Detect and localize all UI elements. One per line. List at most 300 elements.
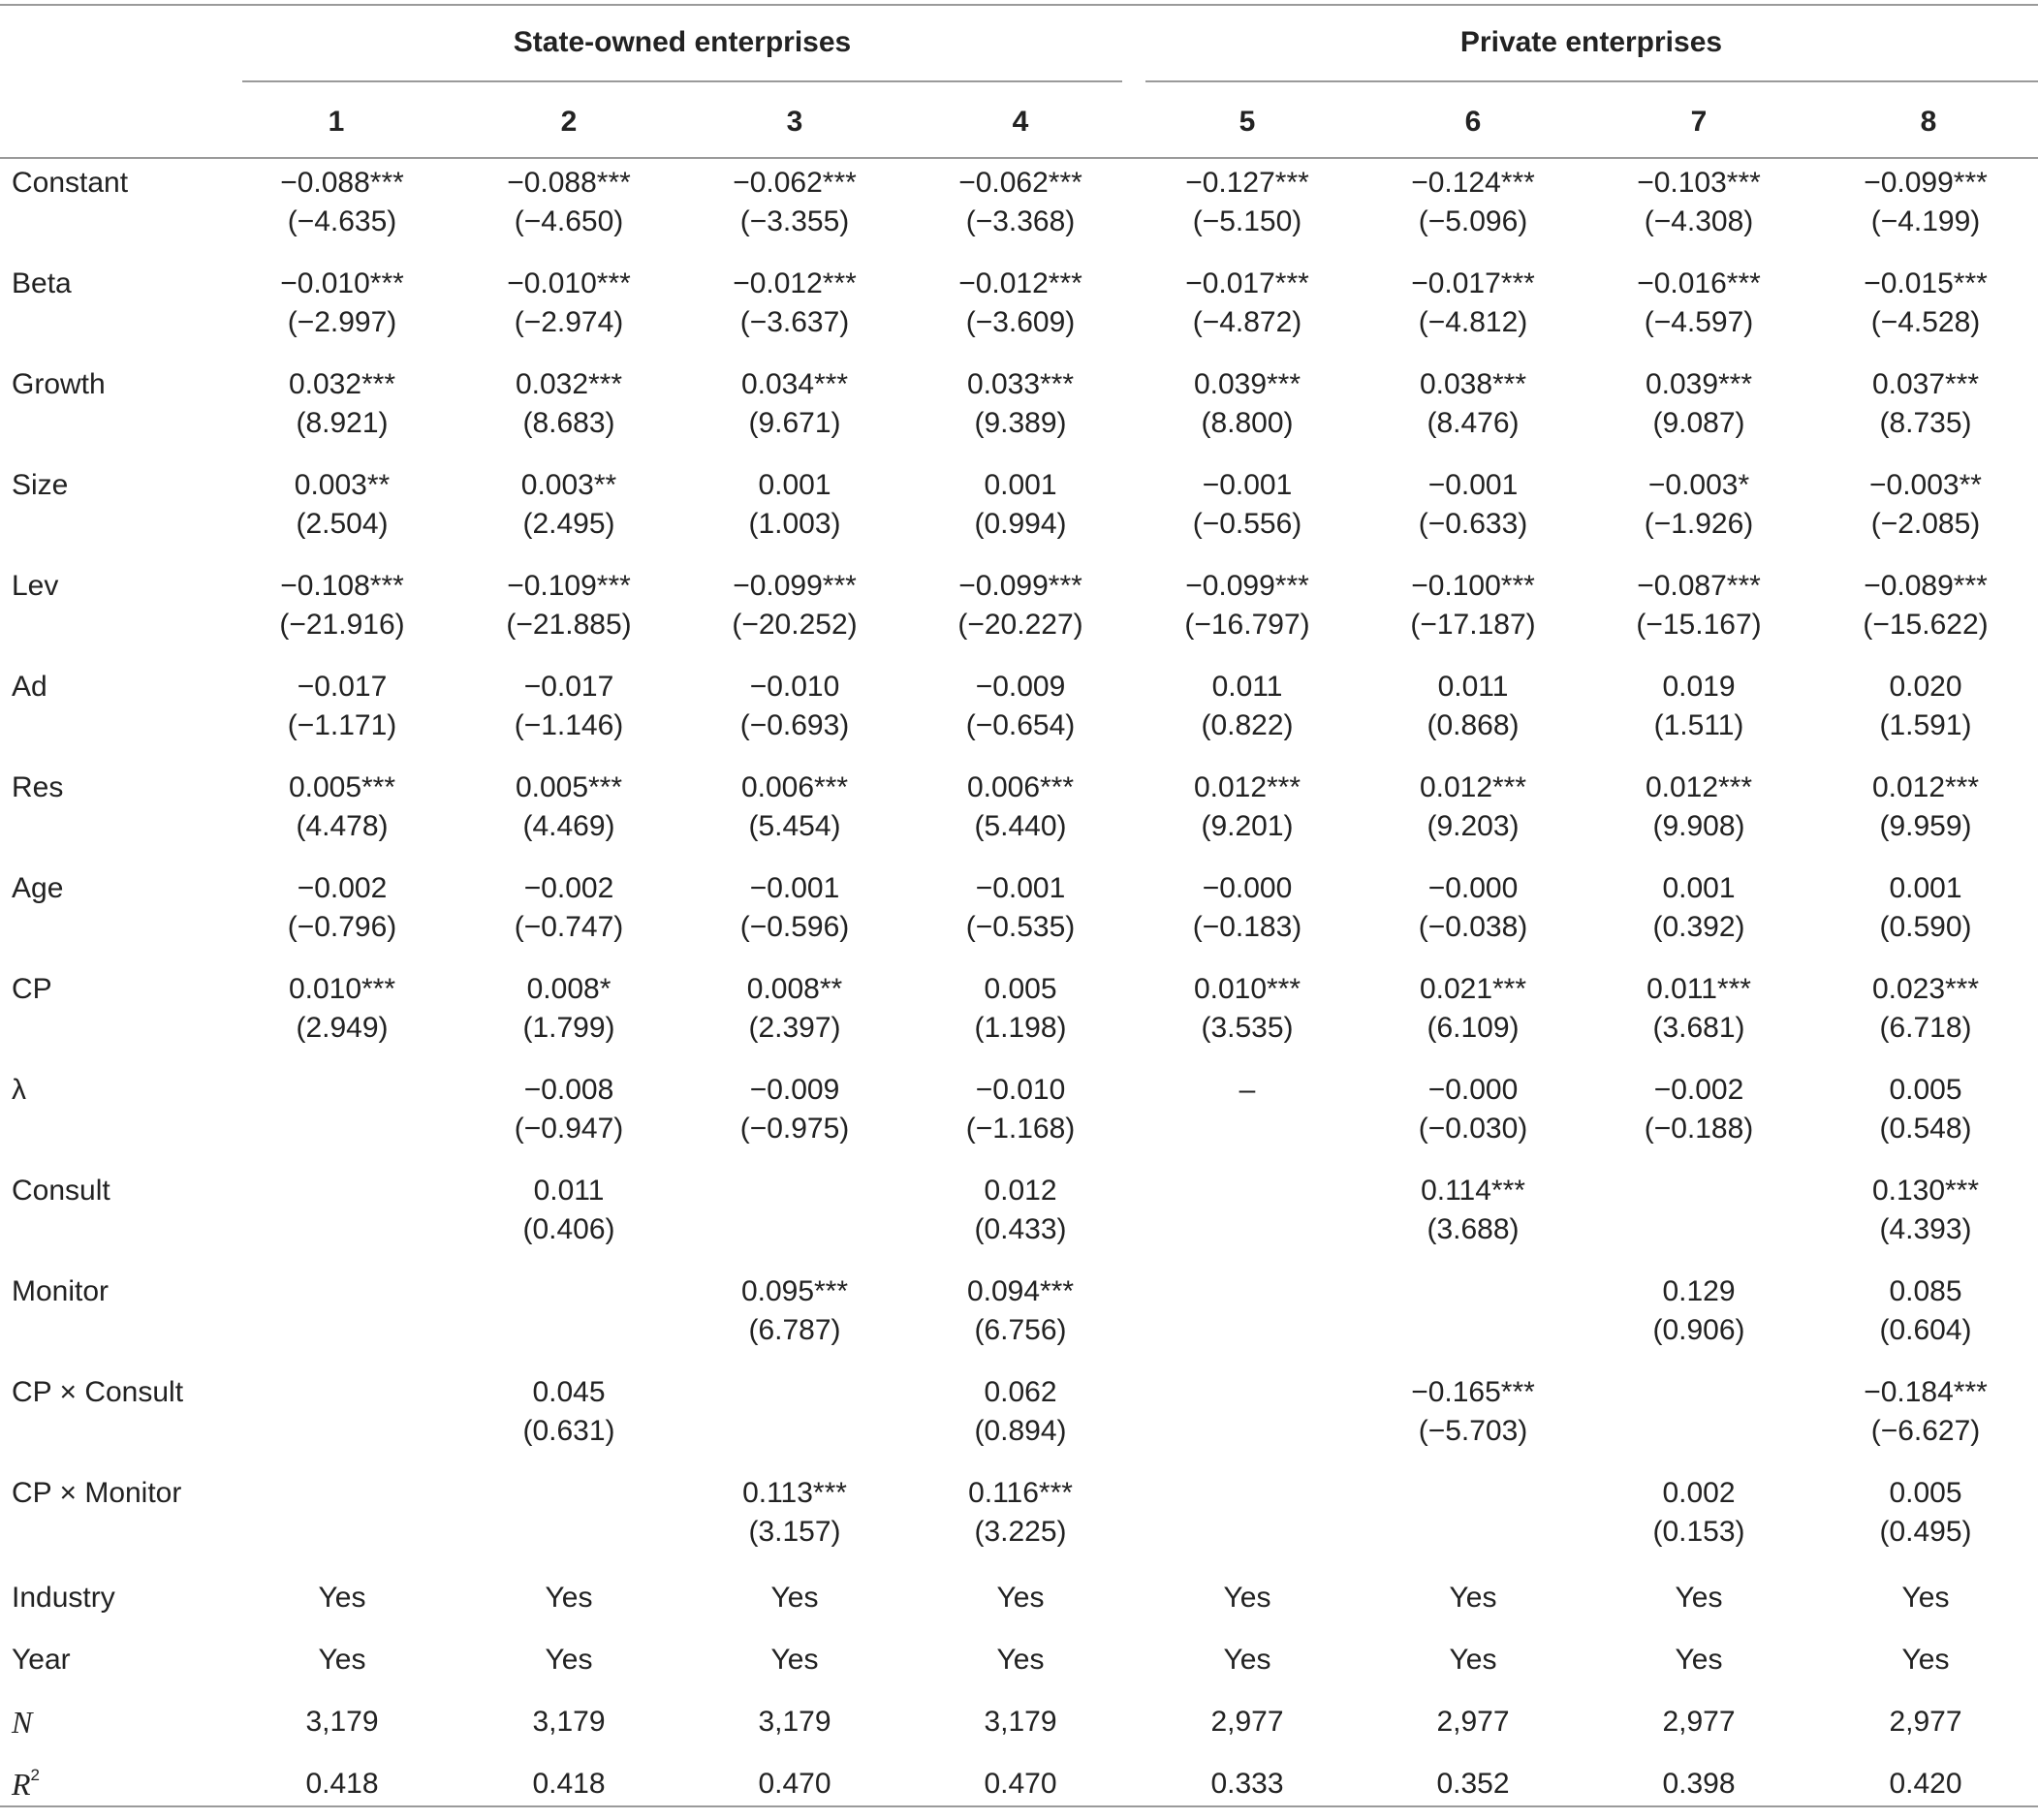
table-cell: [235, 1172, 449, 1210]
row-label: λ: [12, 1074, 26, 1106]
t-statistic: (−2.085): [1870, 508, 1981, 540]
t-statistic: (−4.635): [287, 205, 397, 237]
coefficient-value: −0.127***: [1185, 167, 1309, 199]
coefficient-value: Yes: [1449, 1644, 1497, 1676]
table-cell: [1366, 1641, 1580, 1679]
t-statistic: (−5.703): [1418, 1415, 1528, 1447]
t-statistic: (9.087): [1652, 407, 1745, 439]
table-cell: [914, 1071, 1127, 1148]
table-cell: [1819, 1641, 2032, 1679]
coefficient-value: −0.002: [523, 872, 614, 904]
coefficient-value: [1141, 1373, 1354, 1412]
table-cell: [1141, 365, 1354, 443]
table-cell: [1141, 1579, 1354, 1617]
coefficient-value: −0.087***: [1637, 570, 1761, 602]
coefficient-value: 0.012***: [1193, 771, 1301, 803]
table-cell: [914, 164, 1127, 241]
coefficient-value: −0.017***: [1185, 267, 1309, 299]
coefficient-value: 0.038***: [1419, 368, 1527, 400]
t-statistic: (−4.528): [1870, 306, 1981, 338]
coefficient-value: 0.001: [1662, 872, 1736, 904]
coefficient-value: 0.130***: [1871, 1175, 1980, 1207]
t-statistic: (−5.096): [1418, 205, 1528, 237]
table-cell: [688, 1272, 901, 1350]
t-statistic: (1.591): [1879, 709, 1972, 741]
table-cell: [1366, 265, 1580, 342]
coefficient-value: 0.032***: [288, 368, 396, 400]
coefficient-value: Yes: [1449, 1582, 1497, 1614]
coefficient-value: 0.037***: [1871, 368, 1980, 400]
coefficient-value: 0.114***: [1421, 1175, 1525, 1207]
table-cell: [1141, 567, 1354, 644]
coefficient-value: 0.470: [984, 1768, 1057, 1800]
t-statistic: (5.440): [974, 810, 1067, 842]
row-label: Constant: [12, 167, 129, 199]
coefficient-value: [1141, 1172, 1354, 1210]
t-statistic: (0.548): [1879, 1113, 1972, 1145]
table-cell: [462, 1765, 675, 1804]
coefficient-value: Yes: [1901, 1582, 1950, 1614]
table-cell: [914, 1579, 1127, 1617]
coefficient-value: 0.003**: [294, 469, 391, 501]
coefficient-value: 0.420: [1889, 1768, 1962, 1800]
table-cell: [462, 1272, 675, 1311]
column-number-5: 5: [1238, 106, 1256, 138]
coefficient-value: −0.099***: [958, 570, 1082, 602]
coefficient-value: 0.021***: [1419, 973, 1527, 1005]
t-statistic: (8.921): [296, 407, 389, 439]
row-label: CP × Monitor: [12, 1477, 182, 1509]
table-cell: [1592, 1579, 1805, 1617]
table-cell: [235, 567, 449, 644]
coefficient-value: −0.099***: [1864, 167, 1988, 199]
table-cell: [1592, 1703, 1805, 1742]
coefficient-value: −0.000: [1427, 872, 1519, 904]
t-statistic: (−4.308): [1644, 205, 1754, 237]
table-cell: [1592, 164, 1805, 241]
table-cell: [688, 1579, 901, 1617]
t-statistic: (−17.187): [1410, 609, 1536, 641]
coefficient-value: 0.116***: [968, 1477, 1073, 1509]
coefficient-value: Yes: [770, 1644, 819, 1676]
coefficient-value: −0.010: [749, 671, 840, 703]
table-cell: [1819, 769, 2032, 846]
table-cell: [1366, 769, 1580, 846]
t-statistic: (2.949): [296, 1012, 389, 1044]
coefficient-value: −0.009: [975, 671, 1066, 703]
table-cell: [914, 970, 1127, 1048]
t-statistic: (−21.885): [506, 609, 632, 641]
t-statistic: (−0.596): [739, 911, 850, 943]
coefficient-value: 0.019: [1662, 671, 1736, 703]
table-cell: [914, 1703, 1127, 1742]
t-statistic: (0.894): [974, 1415, 1067, 1447]
coefficient-value: 0.032***: [515, 368, 623, 400]
table-cell: [1141, 1765, 1354, 1804]
table-cell: [1366, 567, 1580, 644]
group-header-state-owned: State-owned enterprises: [513, 26, 852, 58]
table-cell: [1819, 567, 2032, 644]
table-cell: [462, 869, 675, 947]
table-cell: [235, 1641, 449, 1679]
table-cell: [1366, 1373, 1580, 1451]
coefficient-value: −0.062***: [958, 167, 1082, 199]
t-statistic: (−0.556): [1192, 508, 1302, 540]
table-cell: [462, 769, 675, 846]
table-cell: [462, 1172, 675, 1249]
table-cell: [688, 164, 901, 241]
table-cell: [1819, 466, 2032, 544]
group-underline-state-owned: [242, 80, 1122, 82]
t-statistic: (5.454): [748, 810, 841, 842]
table-cell: [1141, 265, 1354, 342]
coefficient-value: −0.089***: [1864, 570, 1988, 602]
t-statistic: (0.406): [522, 1213, 615, 1245]
coefficient-value: 2,977: [1662, 1706, 1736, 1738]
coefficient-value: [1141, 1474, 1354, 1513]
table-cell: [1819, 668, 2032, 745]
t-statistic: (−0.535): [965, 911, 1076, 943]
coefficient-value: [1141, 1272, 1354, 1311]
table-cell: [462, 567, 675, 644]
group-header-private: Private enterprises: [1459, 26, 1723, 58]
table-cell: [235, 869, 449, 947]
t-statistic: (0.906): [1652, 1314, 1745, 1346]
coefficient-value: −0.009: [749, 1074, 840, 1106]
t-statistic: (−3.609): [965, 306, 1076, 338]
coefficient-value: 0.011: [533, 1175, 605, 1207]
table-cell: [688, 365, 901, 443]
table-cell: [235, 1071, 449, 1110]
column-number-2: 2: [560, 106, 578, 138]
coefficient-value: 0.352: [1436, 1768, 1510, 1800]
t-statistic: (3.681): [1652, 1012, 1745, 1044]
t-statistic: (−16.797): [1184, 609, 1310, 641]
coefficient-value: 0.129: [1662, 1275, 1736, 1307]
coefficient-value: 0.095***: [740, 1275, 849, 1307]
t-statistic: (0.590): [1879, 911, 1972, 943]
coefficient-value: Yes: [770, 1582, 819, 1614]
table-cell: [1592, 869, 1805, 947]
t-statistic: (9.959): [1879, 810, 1972, 842]
column-number-6: 6: [1464, 106, 1482, 138]
table-cell: [235, 970, 449, 1048]
t-statistic: (1.511): [1653, 709, 1744, 741]
table-cell: [1366, 1071, 1580, 1148]
coefficient-value: −0.012***: [733, 267, 857, 299]
t-statistic: (6.109): [1427, 1012, 1520, 1044]
coefficient-value: 0.045: [532, 1376, 606, 1408]
table-cell: [235, 164, 449, 241]
table-cell: [914, 1641, 1127, 1679]
table-cell: [688, 769, 901, 846]
coefficient-value: −0.010: [975, 1074, 1066, 1106]
table-cell: [1819, 1579, 2032, 1617]
t-statistic: (0.631): [522, 1415, 615, 1447]
t-statistic: (−3.355): [739, 205, 850, 237]
t-statistic: (−0.693): [739, 709, 850, 741]
table-cell: [914, 466, 1127, 544]
table-cell: [688, 1703, 901, 1742]
coefficient-value: 0.020: [1889, 671, 1962, 703]
table-cell: [235, 1474, 449, 1513]
coefficient-value: [1366, 1272, 1580, 1311]
coefficient-value: 0.062: [984, 1376, 1057, 1408]
t-statistic: (2.495): [522, 508, 615, 540]
column-number-3: 3: [786, 106, 803, 138]
table-cell: [1592, 1373, 1805, 1412]
coefficient-value: Yes: [1901, 1644, 1950, 1676]
t-statistic: (−4.872): [1192, 306, 1302, 338]
t-statistic: (−15.622): [1863, 609, 1989, 641]
table-cell: [1366, 668, 1580, 745]
table-cell: [1592, 1071, 1805, 1148]
coefficient-value: −0.062***: [733, 167, 857, 199]
table-cell: [235, 265, 449, 342]
table-cell: [1592, 668, 1805, 745]
coefficient-value: 0.005: [984, 973, 1057, 1005]
coefficient-value: 2,977: [1210, 1706, 1284, 1738]
table-cell: [688, 1641, 901, 1679]
coefficient-value: −0.010***: [507, 267, 631, 299]
table-cell: [1592, 1474, 1805, 1552]
t-statistic: (3.688): [1427, 1213, 1520, 1245]
t-statistic: (4.478): [296, 810, 389, 842]
coefficient-value: 0.001: [984, 469, 1057, 501]
coefficient-value: 0.023***: [1871, 973, 1980, 1005]
table-cell: [1141, 164, 1354, 241]
t-statistic: (−1.146): [514, 709, 624, 741]
table-cell: [1819, 1172, 2032, 1249]
coefficient-value: [462, 1272, 675, 1311]
coefficient-value: 0.008**: [746, 973, 843, 1005]
row-label: Lev: [12, 570, 59, 602]
table-cell: [1366, 970, 1580, 1048]
table-cell: [1592, 466, 1805, 544]
table-cell: [914, 668, 1127, 745]
row-label: Age: [12, 872, 64, 904]
table-cell: [688, 869, 901, 947]
table-cell: [914, 1474, 1127, 1552]
row-label: Ad: [12, 671, 47, 703]
table-cell: [1141, 668, 1354, 745]
coefficient-value: 0.012***: [1645, 771, 1753, 803]
row-label: CP: [12, 973, 52, 1005]
column-number-7: 7: [1690, 106, 1708, 138]
table-bottom-rule: [0, 1805, 2038, 1807]
t-statistic: (2.397): [748, 1012, 841, 1044]
t-statistic: (−4.597): [1644, 306, 1754, 338]
coefficient-value: −0.017: [523, 671, 614, 703]
table-cell: [688, 567, 901, 644]
coefficient-value: 3,179: [305, 1706, 379, 1738]
t-statistic: (0.495): [1879, 1516, 1972, 1548]
coefficient-value: 0.005***: [288, 771, 396, 803]
coefficient-value: −0.010***: [280, 267, 404, 299]
table-cell: [1141, 1272, 1354, 1311]
table-cell: [1592, 1641, 1805, 1679]
t-statistic: (0.994): [974, 508, 1067, 540]
table-cell: [1592, 1765, 1805, 1804]
table-cell: [462, 1474, 675, 1513]
table-cell: [688, 1373, 901, 1412]
t-statistic: (6.787): [748, 1314, 841, 1346]
coefficient-value: Yes: [1223, 1644, 1271, 1676]
t-statistic: (−4.812): [1418, 306, 1528, 338]
coefficient-value: −0.017: [297, 671, 388, 703]
table-cell: [1366, 1703, 1580, 1742]
table-cell: [462, 164, 675, 241]
coefficient-value: 0.001: [1889, 872, 1962, 904]
coefficient-value: 2,977: [1889, 1706, 1962, 1738]
coefficient-value: 3,179: [984, 1706, 1057, 1738]
coefficient-value: 0.010***: [1193, 973, 1301, 1005]
table-cell: [1819, 1474, 2032, 1552]
coefficient-value: [688, 1172, 901, 1210]
coefficient-value: 0.039***: [1645, 368, 1753, 400]
table-cell: [1592, 769, 1805, 846]
header-bottom-rule: [0, 157, 2038, 159]
t-statistic: (9.389): [974, 407, 1067, 439]
row-label: Monitor: [12, 1275, 110, 1307]
t-statistic: (3.535): [1201, 1012, 1294, 1044]
table-cell: [235, 1579, 449, 1617]
table-cell: [462, 466, 675, 544]
table-cell: [462, 1071, 675, 1148]
coefficient-value: −0.002: [1653, 1074, 1744, 1106]
table-cell: [688, 1172, 901, 1210]
t-statistic: (−3.637): [739, 306, 850, 338]
coefficient-value: 0.039***: [1193, 368, 1301, 400]
coefficient-value: 0.011: [1437, 671, 1509, 703]
table-cell: [462, 1703, 675, 1742]
t-statistic: (−21.916): [279, 609, 405, 641]
table-cell: [1819, 970, 2032, 1048]
table-cell: [688, 1474, 901, 1552]
t-statistic: (−1.926): [1644, 508, 1754, 540]
table-cell: [688, 1071, 901, 1148]
t-statistic: (−0.038): [1418, 911, 1528, 943]
table-cell: [1366, 1272, 1580, 1311]
coefficient-value: Yes: [545, 1644, 593, 1676]
coefficient-value: 0.012: [984, 1175, 1057, 1207]
table-cell: [1366, 1172, 1580, 1249]
table-cell: [1366, 1579, 1580, 1617]
table-cell: [1141, 970, 1354, 1048]
coefficient-value: −0.124***: [1411, 167, 1535, 199]
coefficient-value: 0.033***: [966, 368, 1075, 400]
coefficient-value: [235, 1172, 449, 1210]
coefficient-value: −0.108***: [280, 570, 404, 602]
table-cell: [1592, 1272, 1805, 1350]
row-label: Consult: [12, 1175, 110, 1207]
table-cell: [914, 265, 1127, 342]
t-statistic: (0.822): [1201, 709, 1294, 741]
table-cell: [914, 1272, 1127, 1350]
coefficient-value: 0.094***: [966, 1275, 1075, 1307]
table-cell: [1819, 1373, 2032, 1451]
t-statistic: (3.157): [748, 1516, 841, 1548]
t-statistic: (−5.150): [1192, 205, 1302, 237]
t-statistic: (−4.199): [1870, 205, 1981, 237]
table-cell: [235, 1373, 449, 1412]
t-statistic: (−0.030): [1418, 1113, 1528, 1145]
table-cell: [1592, 970, 1805, 1048]
coefficient-value: [688, 1373, 901, 1412]
t-statistic: (−0.747): [514, 911, 624, 943]
t-statistic: (9.908): [1652, 810, 1745, 842]
table-cell: [688, 970, 901, 1048]
coefficient-value: Yes: [996, 1582, 1045, 1614]
coefficient-value: 0.012***: [1871, 771, 1980, 803]
table-cell: [914, 1172, 1127, 1249]
table-cell: [688, 668, 901, 745]
table-cell: [1141, 1172, 1354, 1210]
coefficient-value: –: [1238, 1074, 1256, 1106]
table-cell: [914, 365, 1127, 443]
table-cell: [1366, 1474, 1580, 1513]
coefficient-value: Yes: [545, 1582, 593, 1614]
coefficient-value: [1592, 1172, 1805, 1210]
table-cell: [688, 466, 901, 544]
t-statistic: (−0.183): [1192, 911, 1302, 943]
coefficient-value: −0.003**: [1869, 469, 1982, 501]
table-cell: [1141, 1071, 1354, 1110]
table-cell: [1819, 265, 2032, 342]
coefficient-value: −0.000: [1427, 1074, 1519, 1106]
row-label: Industry: [12, 1582, 115, 1614]
coefficient-value: Yes: [1223, 1582, 1271, 1614]
coefficient-value: −0.012***: [958, 267, 1082, 299]
coefficient-value: Yes: [318, 1582, 366, 1614]
coefficient-value: 0.005***: [515, 771, 623, 803]
coefficient-value: [1592, 1373, 1805, 1412]
table-cell: [1366, 466, 1580, 544]
coefficient-value: [235, 1071, 449, 1110]
table-cell: [462, 265, 675, 342]
table-cell: [1366, 1765, 1580, 1804]
t-statistic: (−2.974): [514, 306, 624, 338]
coefficient-value: 0.001: [758, 469, 831, 501]
coefficient-value: 0.006***: [740, 771, 849, 803]
table-cell: [235, 466, 449, 544]
table-cell: [1141, 1373, 1354, 1412]
coefficient-value: 0.002: [1662, 1477, 1736, 1509]
coefficient-value: −0.100***: [1411, 570, 1535, 602]
table-cell: [235, 1703, 449, 1742]
table-cell: [1366, 164, 1580, 241]
table-top-rule: [0, 4, 2038, 6]
t-statistic: (3.225): [974, 1516, 1067, 1548]
table-cell: [914, 567, 1127, 644]
coefficient-value: −0.001: [1427, 469, 1519, 501]
table-cell: [235, 365, 449, 443]
t-statistic: (−20.252): [732, 609, 858, 641]
t-statistic: (6.718): [1879, 1012, 1972, 1044]
table-cell: [1366, 365, 1580, 443]
t-statistic: (−0.796): [287, 911, 397, 943]
t-statistic: (0.392): [1652, 911, 1745, 943]
t-statistic: (−3.368): [965, 205, 1076, 237]
table-cell: [688, 265, 901, 342]
t-statistic: (0.153): [1652, 1516, 1745, 1548]
coefficient-value: Yes: [1675, 1644, 1723, 1676]
coefficient-value: −0.103***: [1637, 167, 1761, 199]
table-cell: [1141, 869, 1354, 947]
coefficient-value: −0.017***: [1411, 267, 1535, 299]
group-underline-private: [1145, 80, 2038, 82]
coefficient-value: 0.085: [1889, 1275, 1962, 1307]
